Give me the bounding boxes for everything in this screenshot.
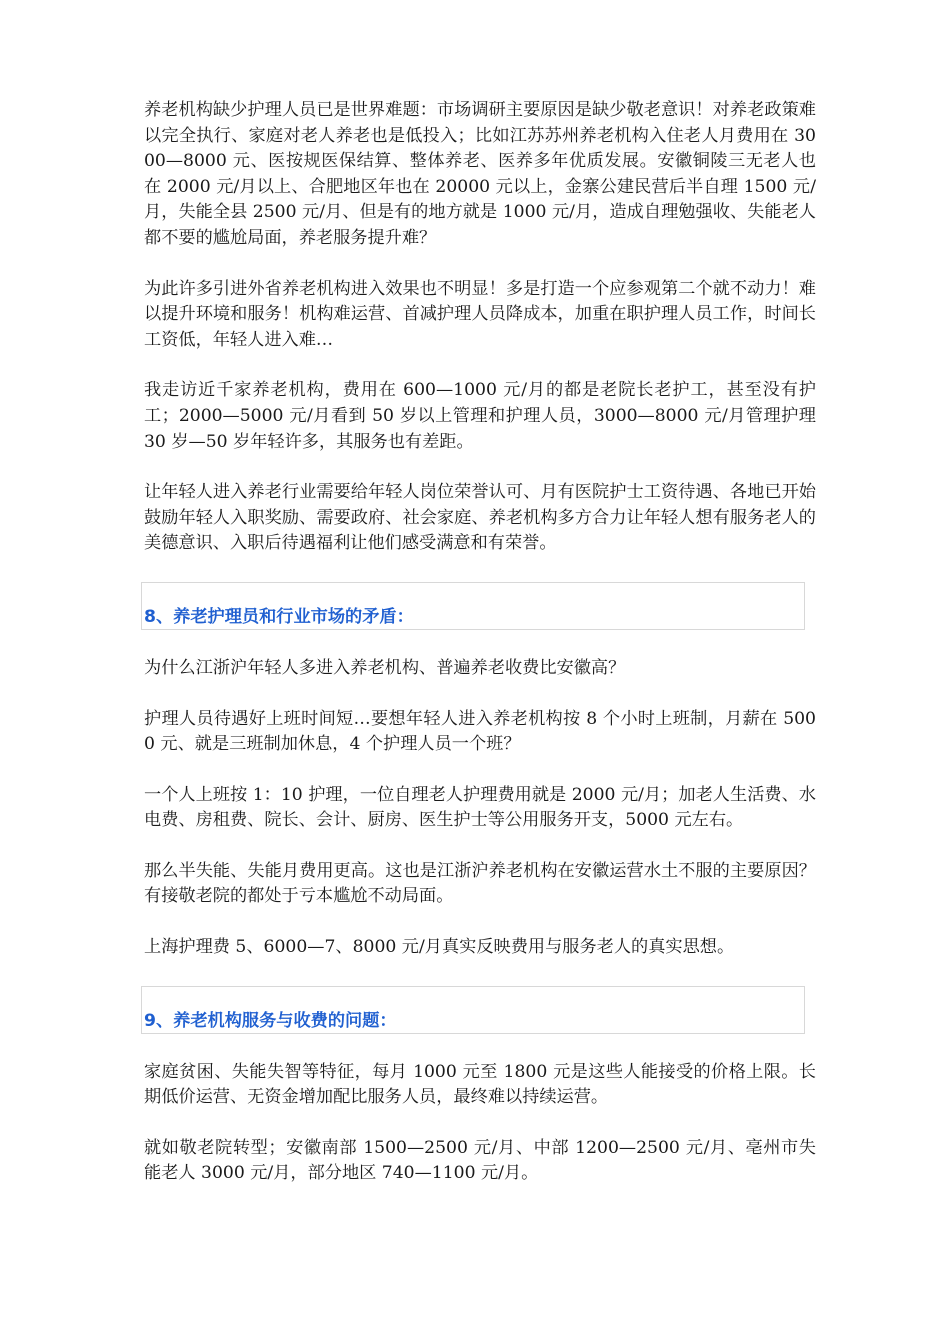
paragraph: 养老机构缺少护理人员已是世界难题：市场调研主要原因是缺少敬老意识！对养老政策难以完全执行、家庭对老人养老也是低投入；比如江苏苏州养老机构入住老人月费用在 3000—8000 元、医按规医保结算、整体养老、医养多年优质发展。安徽铜陵三无老人也在 2000 元/月以上、合肥地区年也在 20000 元以上，金寨公建民营后半自理 1500 元/月，失能全县 2500 元/月、但是有的地方就是 1000 元/月，造成自理勉强收、失能老人都不要的尴尬局面，养老服务提升难？ (144, 100, 816, 248)
paragraph: 我走访近千家养老机构，费用在 600—1000 元/月的都是老院长老护工，甚至没有护工；2000—5000 元/月看到 50 岁以上管理和护理人员，3000—8000 元/月管理护理 30 岁—50 岁年轻许多，其服务也有差距。 (144, 380, 816, 452)
paragraph: 护理人员待遇好上班时间短…要想年轻人进入养老机构按 8 个小时上班制，月薪在 5000 元、就是三班制加休息，4 个护理人员一个班？ (144, 708, 816, 755)
document-body (144, 98, 816, 1212)
section-heading-box-9 (141, 986, 805, 1034)
paragraph: 那么半失能、失能月费用更高。这也是江浙沪养老机构在安徽运营水土不服的主要原因？有接敬老院的都处于亏本尴尬不动局面。 (144, 860, 816, 907)
paragraph: 为此许多引进外省养老机构进入效果也不明显！多是打造一个应参观第二个就不动力！难以提升环境和服务！机构难运营、首减护理人员降成本，加重在职护理人员工作，时间长工资低，年轻人进入难… (144, 278, 816, 350)
paragraph: 上海护理费 5、6000—7、8000 元/月真实反映费用与服务老人的真实思想。 (144, 937, 735, 958)
paragraph: 家庭贫困、失能失智等特征，每月 1000 元至 1800 元是这些人能接受的价格上限。长期低价运营、无资金增加配比服务人员，最终难以持续运营。 (144, 1061, 816, 1108)
paragraph: 就如敬老院转型；安徽南部 1500—2500 元/月、中部 1200—2500 元/月、亳州市失能老人 3000 元/月，部分地区 740—1100 元/月。 (144, 1137, 816, 1184)
paragraph: 一个人上班按 1：10 护理，一位自理老人护理费用就是 2000 元/月；加老人生活费、水电费、房租费、院长、会计、厨房、医生护士等公用服务开支，5000 元左右。 (144, 784, 816, 831)
paragraph: 让年轻人进入养老行业需要给年轻人岗位荣誉认可、月有医院护士工资待遇、各地已开始鼓励年轻人入职奖励、需要政府、社会家庭、养老机构多方合力让年轻人想有服务老人的美德意识、入职后待遇福利让他们感受满意和有荣誉。 (144, 482, 816, 554)
section-heading-9: 9、养老机构服务与收费的问题： (144, 1010, 397, 1031)
section-heading-box-8 (141, 582, 805, 630)
section-heading-8: 8、养老护理员和行业市场的矛盾： (144, 606, 414, 627)
paragraph: 为什么江浙沪年轻人多进入养老机构、普遍养老收费比安徽高？ (144, 657, 626, 678)
